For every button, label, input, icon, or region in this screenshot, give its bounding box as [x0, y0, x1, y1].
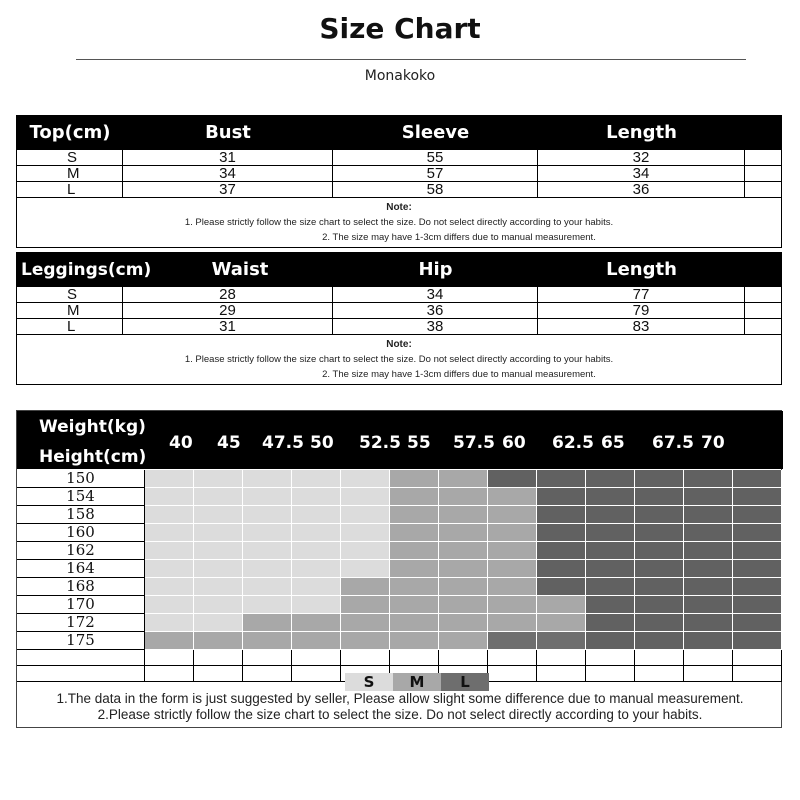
size-cell-s — [292, 524, 341, 542]
weight-label: 60 — [502, 433, 526, 453]
size-cell-xl — [586, 488, 635, 506]
empty-cell — [194, 650, 243, 666]
size-cell-m — [439, 542, 488, 560]
size-cell-s — [292, 506, 341, 524]
size-cell-s — [145, 560, 194, 578]
height-label: 154 — [17, 488, 145, 506]
header-spacer — [745, 253, 781, 286]
size-cell-m — [488, 542, 537, 560]
empty-cell — [17, 650, 145, 666]
value-cell: 58 — [333, 182, 538, 197]
note-box — [17, 334, 781, 384]
size-cell-xl — [537, 524, 586, 542]
size-cell-s — [145, 542, 194, 560]
height-label: 170 — [17, 596, 145, 614]
empty-cell — [745, 287, 781, 302]
title-divider — [76, 59, 746, 60]
size-cell-xl — [684, 506, 733, 524]
note-title: Note: — [386, 339, 412, 350]
header-spacer — [745, 116, 781, 149]
weight-label: 62.5 — [552, 433, 594, 453]
size-cell-xl — [537, 578, 586, 596]
size-cell: S — [17, 150, 123, 165]
size-cell-s — [243, 542, 292, 560]
size-cell-xl — [733, 578, 782, 596]
size-cell-xl — [537, 488, 586, 506]
empty-cell — [745, 182, 781, 197]
empty-cell — [145, 666, 194, 682]
size-cell-xl — [537, 470, 586, 488]
size-cell-m — [341, 596, 390, 614]
empty-cell — [488, 650, 537, 666]
empty-cell — [390, 650, 439, 666]
size-cell-m — [488, 506, 537, 524]
size-cell: M — [17, 166, 123, 181]
table-row — [17, 165, 781, 181]
size-cell-m — [488, 596, 537, 614]
size-cell-xl — [586, 578, 635, 596]
size-cell-m — [341, 614, 390, 632]
value-cell: 36 — [333, 303, 538, 318]
height-label: 158 — [17, 506, 145, 524]
brand-name: Monakoko — [364, 68, 436, 84]
value-cell: 77 — [538, 287, 745, 302]
header-cell: Hip — [418, 259, 453, 280]
height-label: 160 — [17, 524, 145, 542]
size-cell-xl — [488, 470, 537, 488]
size-cell-m — [439, 524, 488, 542]
empty-cell — [537, 666, 586, 682]
size-cell-s — [243, 488, 292, 506]
size-cell: M — [17, 303, 123, 318]
weight-label: 70 — [701, 433, 725, 453]
size-cell-xl — [733, 542, 782, 560]
size-cell-xl — [684, 488, 733, 506]
header-cell: Sleeve — [401, 122, 470, 143]
size-cell-m — [341, 578, 390, 596]
weight-height-size-grid — [16, 410, 782, 728]
size-cell-xl — [635, 560, 684, 578]
size-cell-m — [292, 614, 341, 632]
size-cell-m — [439, 560, 488, 578]
size-cell-m — [439, 596, 488, 614]
empty-cell — [537, 650, 586, 666]
size-cell-xl — [684, 614, 733, 632]
table-row — [17, 286, 781, 302]
size-cell-l — [537, 632, 586, 650]
grid-note-line: 2.Please strictly follow the size chart to select the size. Do not select directly according to your habits. — [97, 707, 703, 722]
size-cell-m — [439, 506, 488, 524]
size-cell-xl — [635, 524, 684, 542]
weight-label: 57.5 — [453, 433, 495, 453]
empty-cell — [586, 650, 635, 666]
size-cell-xl — [733, 488, 782, 506]
header-cell: Waist — [211, 259, 269, 280]
size-cell-m — [390, 632, 439, 650]
size-cell-xl — [635, 614, 684, 632]
value-cell: 79 — [538, 303, 745, 318]
size-cell-s — [292, 488, 341, 506]
size-cell-s — [194, 614, 243, 632]
size-cell-s — [341, 470, 390, 488]
size-cell-xl — [635, 506, 684, 524]
size-cell-m — [488, 560, 537, 578]
size-cell-xl — [684, 542, 733, 560]
size-cell-m — [341, 632, 390, 650]
empty-cell — [439, 650, 488, 666]
size-cell-s — [145, 596, 194, 614]
size-cell-xl — [684, 632, 733, 650]
size-cell-m — [488, 614, 537, 632]
size-cell-s — [194, 506, 243, 524]
size-cell-m — [488, 488, 537, 506]
size-cell-s — [145, 524, 194, 542]
size-cell-m — [390, 506, 439, 524]
size-cell-s — [194, 542, 243, 560]
size-cell: S — [17, 287, 123, 302]
size-cell-s — [243, 524, 292, 542]
size-cell-s — [194, 488, 243, 506]
size-cell-m — [145, 632, 194, 650]
size-cell-xl — [537, 560, 586, 578]
value-cell: 34 — [123, 166, 333, 181]
size-cell-l — [488, 632, 537, 650]
size-cell-m — [390, 470, 439, 488]
height-label: 175 — [17, 632, 145, 650]
weight-label: 67.5 — [652, 433, 694, 453]
size-cell-m — [390, 614, 439, 632]
legend-s: S — [345, 673, 393, 691]
size-cell-s — [341, 524, 390, 542]
header-cell: Bust — [205, 122, 251, 143]
size-cell-xl — [733, 596, 782, 614]
size-cell-s — [292, 578, 341, 596]
size-cell: L — [17, 182, 123, 197]
size-cell-s — [243, 596, 292, 614]
empty-cell — [145, 650, 194, 666]
size-cell-m — [390, 578, 439, 596]
size-cell-s — [194, 578, 243, 596]
height-label: 168 — [17, 578, 145, 596]
leggings-size-table — [16, 252, 782, 385]
size-cell-s — [194, 596, 243, 614]
table-header — [17, 116, 781, 149]
weight-label: 47.5 — [262, 433, 304, 453]
value-cell: 28 — [123, 287, 333, 302]
height-label: 162 — [17, 542, 145, 560]
size-cell-xl — [635, 578, 684, 596]
size-cell-xl — [684, 470, 733, 488]
size-cell-xl — [537, 542, 586, 560]
size-cell-s — [243, 578, 292, 596]
value-cell: 38 — [333, 319, 538, 334]
size-cell-m — [243, 614, 292, 632]
weight-label: 45 — [217, 433, 241, 453]
size-cell-xl — [635, 596, 684, 614]
size-cell-m — [390, 596, 439, 614]
value-cell: 83 — [538, 319, 745, 334]
header-cell: Length — [606, 122, 677, 143]
size-cell-m — [439, 578, 488, 596]
size-cell-s — [292, 560, 341, 578]
note-line: 2. The size may have 1-3cm differs due to manual measurement. — [322, 232, 596, 243]
table-row — [17, 302, 781, 318]
size-cell-m — [439, 470, 488, 488]
size-cell-s — [243, 560, 292, 578]
empty-cell — [745, 319, 781, 334]
size-cell-xl — [733, 524, 782, 542]
height-label: 150 — [17, 470, 145, 488]
empty-cell — [586, 666, 635, 682]
size-cell-s — [341, 506, 390, 524]
legend-l: L — [441, 673, 489, 691]
size-cell-xl — [586, 632, 635, 650]
grid-header — [17, 411, 783, 469]
size-cell-m — [439, 614, 488, 632]
size-cell-xl — [635, 488, 684, 506]
empty-cell — [745, 166, 781, 181]
empty-cell — [635, 650, 684, 666]
size-cell-s — [194, 470, 243, 488]
header-cell: Top(cm) — [29, 122, 111, 143]
value-cell: 37 — [123, 182, 333, 197]
empty-cell — [745, 303, 781, 318]
size-cell-xl — [586, 524, 635, 542]
size-cell-s — [194, 524, 243, 542]
height-label: 172 — [17, 614, 145, 632]
size-cell-m — [292, 632, 341, 650]
size-cell-s — [145, 614, 194, 632]
size-cell-s — [145, 470, 194, 488]
empty-cell — [17, 666, 145, 682]
size-cell-xl — [733, 506, 782, 524]
table-row — [17, 149, 781, 165]
size-cell-m — [194, 632, 243, 650]
size-cell-xl — [586, 614, 635, 632]
size-cell-m — [537, 596, 586, 614]
value-cell: 31 — [123, 150, 333, 165]
size-cell-s — [243, 470, 292, 488]
empty-cell — [635, 666, 684, 682]
empty-cell — [243, 650, 292, 666]
height-axis-label: Height(cm) — [39, 447, 147, 467]
page-title: Size Chart — [319, 12, 481, 45]
empty-cell — [194, 666, 243, 682]
size-cell-xl — [537, 506, 586, 524]
grid-notes — [17, 691, 783, 729]
empty-cell — [684, 650, 733, 666]
size-cell-xl — [635, 470, 684, 488]
note-box — [17, 197, 781, 247]
value-cell: 31 — [123, 319, 333, 334]
empty-cell — [292, 650, 341, 666]
value-cell: 55 — [333, 150, 538, 165]
value-cell: 57 — [333, 166, 538, 181]
table-row — [17, 318, 781, 334]
size-cell-xl — [684, 560, 733, 578]
size-cell-xl — [635, 542, 684, 560]
size-cell-xl — [684, 596, 733, 614]
top-size-table — [16, 115, 782, 248]
size-cell-xl — [733, 470, 782, 488]
size-cell-s — [145, 578, 194, 596]
note-title: Note: — [386, 202, 412, 213]
value-cell: 32 — [538, 150, 745, 165]
size-cell-m — [537, 614, 586, 632]
note-line: 2. The size may have 1-3cm differs due to manual measurement. — [322, 369, 596, 380]
size-cell-s — [145, 506, 194, 524]
empty-cell — [243, 666, 292, 682]
size-cell-s — [341, 542, 390, 560]
size-cell-xl — [733, 560, 782, 578]
size-cell-xl — [684, 524, 733, 542]
size-cell-s — [292, 470, 341, 488]
size-cell-xl — [586, 596, 635, 614]
empty-cell — [733, 666, 782, 682]
size-cell-xl — [586, 470, 635, 488]
size-cell-xl — [586, 560, 635, 578]
note-line: 1. Please strictly follow the size chart to select the size. Do not select directly according to your habits. — [184, 217, 614, 228]
size-cell-m — [488, 578, 537, 596]
legend-m: M — [393, 673, 441, 691]
size-cell-xl — [733, 614, 782, 632]
size-cell-m — [390, 524, 439, 542]
empty-cell — [292, 666, 341, 682]
size-cell-m — [439, 488, 488, 506]
header-cell: Leggings(cm) — [21, 259, 152, 280]
weight-axis-label: Weight(kg) — [39, 417, 146, 437]
weight-label: 40 — [169, 433, 193, 453]
table-row — [17, 181, 781, 197]
size-cell-m — [390, 560, 439, 578]
empty-cell — [745, 150, 781, 165]
size-cell-s — [341, 560, 390, 578]
size-cell-xl — [733, 632, 782, 650]
size-cell-m — [243, 632, 292, 650]
empty-cell — [733, 650, 782, 666]
height-label: 164 — [17, 560, 145, 578]
size-cell-m — [390, 488, 439, 506]
value-cell: 36 — [538, 182, 745, 197]
value-cell: 34 — [333, 287, 538, 302]
empty-cell — [341, 650, 390, 666]
size-cell-s — [341, 488, 390, 506]
weight-label: 52.5 — [359, 433, 401, 453]
value-cell: 29 — [123, 303, 333, 318]
size-cell-s — [145, 488, 194, 506]
size-cell-s — [243, 506, 292, 524]
grid-note-line: 1.The data in the form is just suggested by seller, Please allow slight some difference due to manual measurement. — [56, 691, 744, 706]
note-line: 1. Please strictly follow the size chart to select the size. Do not select directly according to your habits. — [184, 354, 614, 365]
size-cell-m — [390, 542, 439, 560]
size-cell-s — [292, 542, 341, 560]
size-cell-s — [292, 596, 341, 614]
value-cell: 34 — [538, 166, 745, 181]
empty-cell — [488, 666, 537, 682]
weight-label: 55 — [407, 433, 431, 453]
header-cell: Length — [606, 259, 677, 280]
size-cell-xl — [635, 632, 684, 650]
size-cell-s — [194, 560, 243, 578]
size-cell-xl — [684, 578, 733, 596]
empty-cell — [684, 666, 733, 682]
size-cell-m — [488, 524, 537, 542]
table-header — [17, 253, 781, 286]
size-cell-xl — [586, 506, 635, 524]
size-cell-m — [439, 632, 488, 650]
weight-label: 65 — [601, 433, 625, 453]
size-cell-xl — [586, 542, 635, 560]
size-cell: L — [17, 319, 123, 334]
weight-label: 50 — [310, 433, 334, 453]
